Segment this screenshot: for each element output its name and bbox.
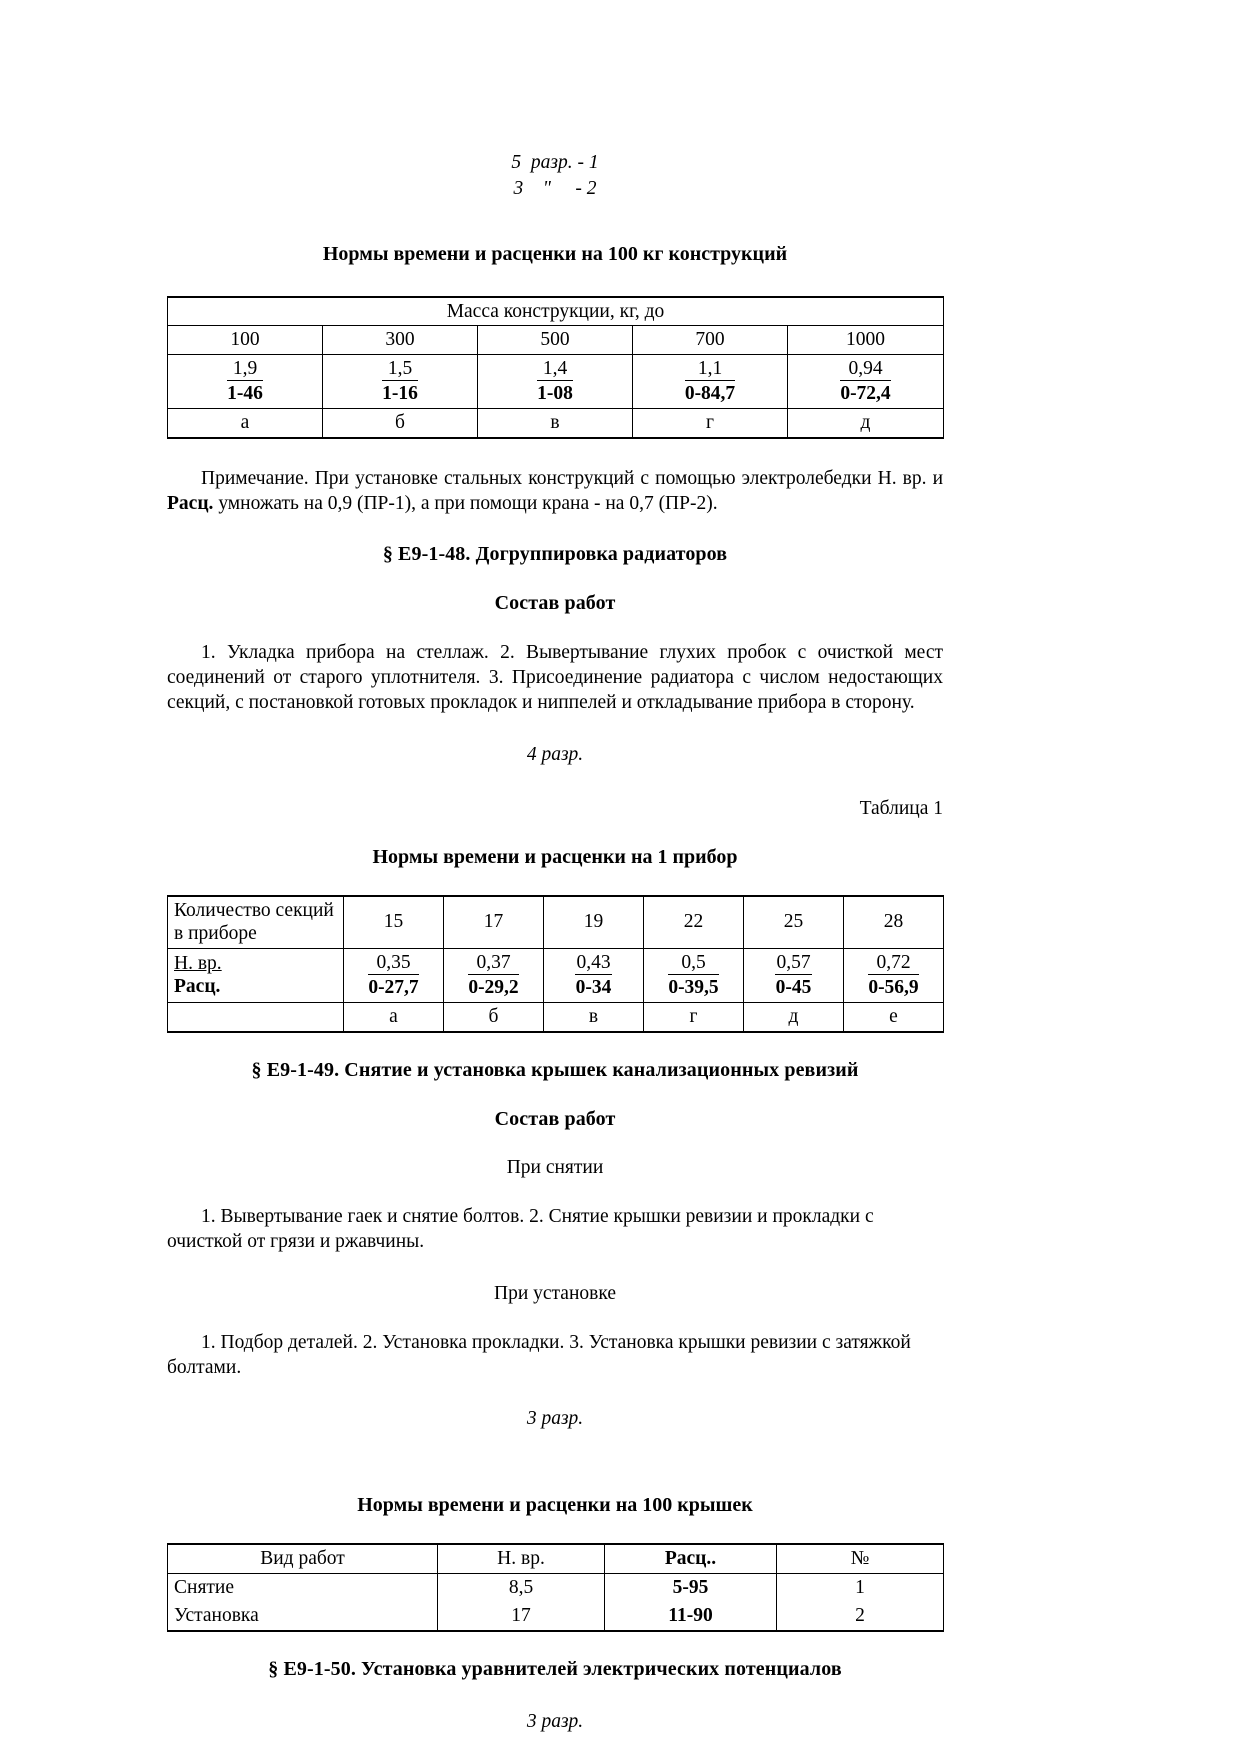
sections-value-2: [544, 949, 644, 1003]
constructions-value-3: [633, 355, 788, 409]
sections-letter-1: б: [444, 1002, 544, 1031]
sections-value-3: [644, 949, 744, 1003]
covers-r0-c3: 1: [777, 1574, 944, 1602]
covers-r1-c2: 11-90: [605, 1602, 777, 1631]
sections-letter-blank: [168, 1002, 344, 1031]
covers-header-0: Вид работ: [168, 1544, 438, 1573]
sections-num-0: 0,35: [368, 951, 418, 975]
section-49-works-heading: Состав работ: [494, 1107, 616, 1130]
constructions-group-header: Масса конструкции, кг, до: [168, 297, 944, 326]
section-49-removal-heading: При снятии: [506, 1156, 604, 1178]
constructions-den-1: 1-16: [382, 383, 418, 405]
constructions-den-3: 0-84,7: [684, 383, 736, 405]
section-49-install-text: 1. Подбор деталей. 2. Установка прокладки. 3. Установка крышки ревизии с затяжкой болтами.: [167, 1331, 911, 1378]
constructions-letter-3: г: [633, 408, 788, 437]
constructions-col-3: 700: [633, 326, 788, 355]
section-48-works-heading: Состав работ: [494, 591, 616, 614]
covers-r1-c0: Установка: [168, 1602, 438, 1631]
constructions-value-1: [323, 355, 478, 409]
sections-den-0: 0-27,7: [368, 977, 419, 999]
sections-metric-label: [168, 949, 344, 1003]
sections-den-1: 0-29,2: [468, 977, 519, 999]
table-row-values: [168, 355, 944, 409]
rank-header-line-1: 5 разр. - 1: [511, 152, 599, 173]
sections-num-2: 0,43: [576, 952, 611, 974]
covers-header-3: №: [777, 1544, 944, 1573]
constructions-den-4: 0-72,4: [840, 383, 891, 405]
sections-col-5: 28: [844, 896, 944, 949]
table-row-header: [168, 1544, 944, 1573]
sections-den-4: 0-45: [775, 977, 812, 999]
sections-col-4: 25: [744, 896, 844, 949]
sections-col-3: 22: [644, 896, 744, 949]
sections-metric-label-rasc: Расц.: [174, 976, 221, 998]
sections-col-2: 19: [544, 896, 644, 949]
constructions-num-4: 0,94: [840, 357, 890, 381]
covers-r1-c1: 17: [438, 1602, 605, 1631]
covers-r0-c2: 5-95: [605, 1574, 777, 1602]
section-49-rank: 3 разр.: [526, 1408, 584, 1430]
covers-header-2: Расц..: [605, 1544, 777, 1573]
constructions-letter-4: д: [788, 408, 944, 437]
covers-r0-c0: Снятие: [168, 1574, 438, 1602]
constructions-table: [167, 296, 944, 439]
constructions-den-0: 1-46: [227, 383, 263, 405]
section-49-removal-text: 1. Вывертывание гаек и снятие болтов. 2. Снятие крышки ревизии и прокладки с очисткой от грязи и ржавчины.: [167, 1205, 874, 1252]
constructions-note: [167, 467, 943, 517]
section-49-title: § Е9-1-49. Снятие и установка крышек канализационных ревизий: [251, 1058, 859, 1081]
table-row-columns: [168, 326, 944, 355]
covers-header-1: Н. вр.: [438, 1544, 605, 1573]
section-50-rank: 3 разр.: [526, 1710, 584, 1732]
note-text-part-1: Примечание. При установке стальных конструкций с помощью электролебедки Н. вр. и: [201, 467, 943, 489]
constructions-num-3: 1,1: [685, 357, 735, 381]
sections-value-5: [844, 949, 944, 1003]
sections-value-0: [344, 949, 444, 1003]
sections-num-3: 0,5: [668, 951, 718, 975]
sections-letter-2: в: [544, 1002, 644, 1031]
covers-r0-c1: 8,5: [438, 1574, 605, 1602]
constructions-num-1: 1,5: [382, 357, 418, 381]
sections-letter-3: г: [644, 1002, 744, 1031]
sections-row-header-label: Количество секций в приборе: [168, 896, 344, 949]
table-row-values: [168, 949, 944, 1003]
constructions-letter-2: в: [478, 408, 633, 437]
section-48-title: § Е9-1-48. Догруппировка радиаторов: [382, 542, 728, 565]
constructions-table-caption: Нормы времени и расценки на 100 кг конструкций: [322, 242, 788, 265]
sections-num-4: 0,57: [776, 952, 811, 974]
covers-table-caption: Нормы времени и расценки на 100 крышек: [357, 1494, 753, 1517]
sections-letter-4: д: [744, 1002, 844, 1031]
sections-den-5: 0-56,9: [868, 977, 919, 999]
section-49-install-heading: При установке: [494, 1282, 616, 1304]
table-row: [168, 1602, 944, 1631]
constructions-den-2: 1-08: [537, 383, 573, 405]
sections-num-1: 0,37: [468, 951, 518, 975]
constructions-value-4: [788, 355, 944, 409]
constructions-value-2: [478, 355, 633, 409]
constructions-letter-0: а: [168, 408, 323, 437]
covers-table: [167, 1543, 944, 1631]
note-text-part-2: умножать на 0,9 (ПР-1), а при помощи крана - на 0,7 (ПР-2).: [213, 492, 718, 514]
sections-value-1: [444, 949, 544, 1003]
sections-table: [167, 895, 944, 1033]
sections-den-2: 0-34: [575, 977, 612, 999]
sections-value-4: [744, 949, 844, 1003]
covers-r1-c3: 2: [777, 1602, 944, 1631]
constructions-col-0: 100: [168, 326, 323, 355]
table-row-group-header: [168, 297, 944, 326]
table-row-index-letters: [168, 1002, 944, 1031]
sections-num-5: 0,72: [868, 951, 918, 975]
sections-table-caption: Нормы времени и расценки на 1 прибор: [372, 845, 738, 868]
rank-header: [167, 150, 943, 203]
section-50-title: § Е9-1-50. Установка уравнителей электрических потенциалов: [268, 1657, 842, 1680]
constructions-num-0: 1,9: [227, 357, 263, 381]
table-row: [168, 1574, 944, 1602]
constructions-num-2: 1,4: [537, 357, 573, 381]
sections-letter-0: а: [344, 1002, 444, 1031]
page-content: [167, 0, 943, 1733]
table-row-header: [168, 896, 944, 949]
constructions-value-0: [168, 355, 323, 409]
note-text-bold: Расц.: [167, 492, 214, 514]
top-spacer: [167, 0, 943, 150]
sections-den-3: 0-39,5: [668, 977, 719, 999]
sections-col-1: 17: [444, 896, 544, 949]
table-1-number: Таблица 1: [859, 797, 943, 819]
section-48-rank: 4 разр.: [526, 743, 584, 765]
constructions-col-2: 500: [478, 326, 633, 355]
section-48-works-text: 1. Укладка прибора на стеллаж. 2. Вывертывание глухих пробок с очисткой мест соединений от старого уплотнителя. 3. Присоединение радиатора с числом недостающих секций, с постановкой готовых прокладок и ниппелей и откладывание прибора в сторону.: [167, 641, 943, 713]
sections-metric-label-nvr: Н. вр.: [174, 953, 222, 975]
table-row-index-letters: [168, 408, 944, 437]
constructions-col-4: 1000: [788, 326, 944, 355]
constructions-letter-1: б: [323, 408, 478, 437]
sections-col-0: 15: [344, 896, 444, 949]
rank-header-line-2: 3 " - 2: [513, 178, 597, 200]
sections-letter-5: е: [844, 1002, 944, 1031]
constructions-col-1: 300: [323, 326, 478, 355]
